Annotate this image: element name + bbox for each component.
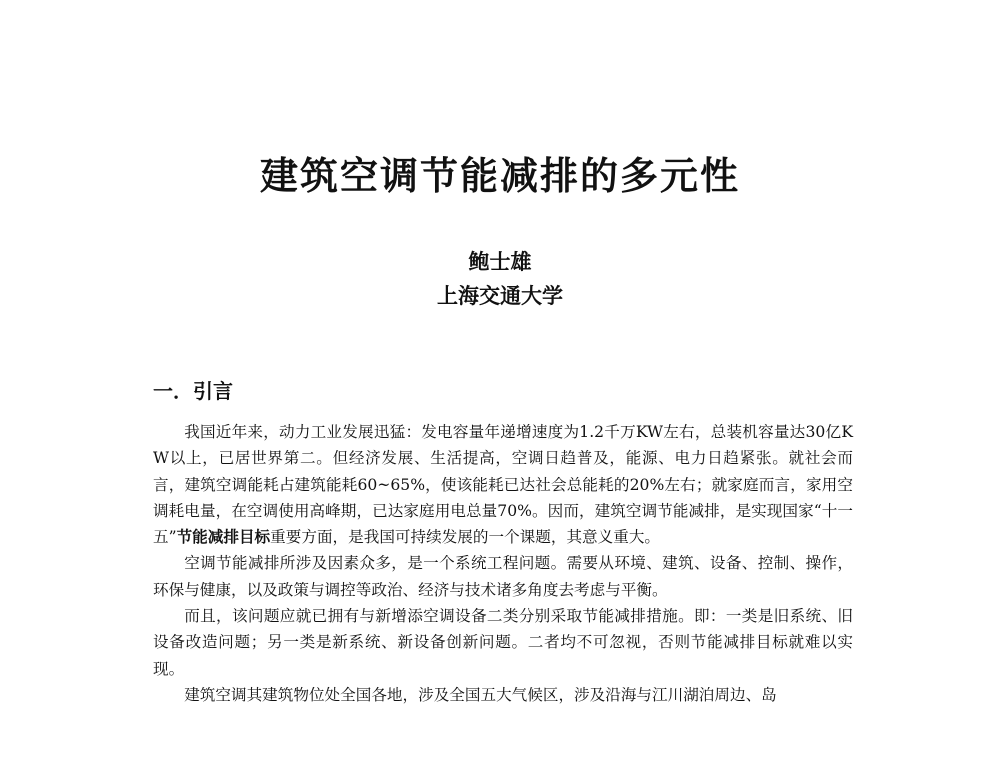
- paragraph: [153, 419, 853, 550]
- paragraph-text: 我国近年来，动力工业发展迅猛：发电容量年递增速度为1.2千万KW左右，总装机容量达30亿KW以上，已居世界第二。但经济发展、生活提高，空调日趋普及，能源、电力日趋紧张。就社会而言，建筑空调能耗占建筑能耗60~65%，使该能耗已达社会总能耗的20%左右；就家庭而言，家用空调耗电量，在空调使用高峰期，已达家庭用电总量70%。因而，建筑空调节能减排，是实现国家“十一五”: [153, 423, 853, 547]
- paragraph-text: 建筑空调其建筑物位处全国各地，涉及全国五大气候区，涉及沿海与江川湖泊周边、岛: [184, 685, 777, 704]
- section-heading: 一．引言: [153, 379, 233, 403]
- paragraph-text: 而且，该问题应就已拥有与新增添空调设备二类分别采取节能减排措施。即：一类是旧系统、旧设备改造问题；另一类是新系统、新设备创新问题。二者均不可忽视，否则节能减排目标就难以实现。: [153, 607, 853, 678]
- section-body: [153, 419, 853, 708]
- author-affiliation: 上海交通大学: [437, 283, 563, 308]
- paragraph-text: 空调节能减排所涉及因素众多，是一个系统工程问题。需要从环境、建筑、设备、控制、操作，环保与健康，以及政策与调控等政治、经济与技术诸多角度去考虑与平衡。: [153, 554, 853, 599]
- paragraph: [153, 550, 853, 603]
- emphasis-text: 节能减排目标: [176, 527, 271, 547]
- author-name: 鲍士雄: [468, 249, 532, 274]
- paragraph: [153, 682, 853, 708]
- paper-title: 建筑空调节能减排的多元性: [259, 153, 740, 198]
- paragraph: [153, 603, 853, 682]
- paragraph-text: 重要方面，是我国可持续发展的一个课题，其意义重大。: [270, 528, 661, 547]
